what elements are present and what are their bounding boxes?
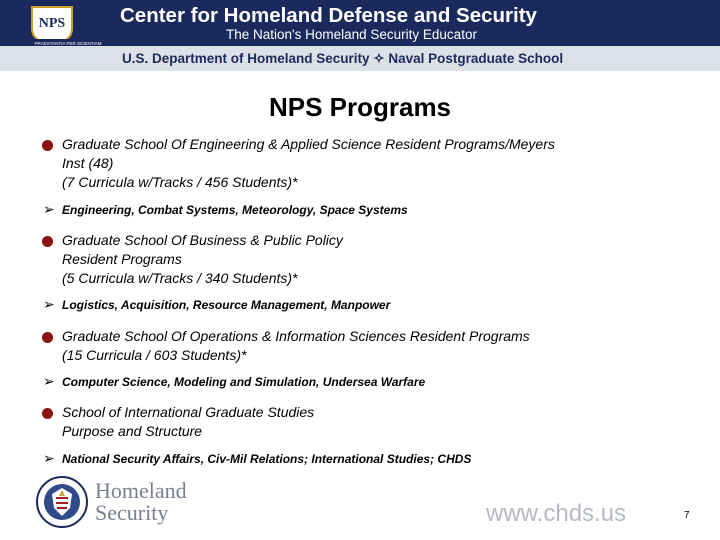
sub-item: National Security Affairs, Civ-Mil Relations; International Studies; CHDS (62, 452, 472, 466)
header-title: Center for Homeland Defense and Security (120, 4, 537, 27)
bullet-icon (42, 236, 53, 247)
item-line: Graduate School Of Business & Public Policy (62, 232, 343, 248)
sub-item: Computer Science, Modeling and Simulation, Undersea Warfare (62, 375, 426, 389)
item-line: (5 Curricula w/Tracks / 340 Students)* (62, 270, 298, 286)
list-item (62, 403, 314, 441)
brand-line: Homeland (95, 478, 187, 503)
item-line: Resident Programs (62, 251, 182, 267)
arrow-icon: ➢ (43, 296, 55, 312)
page-number: 7 (684, 510, 690, 521)
item-line: (15 Curricula / 603 Students)* (62, 347, 247, 363)
homeland-security-wordmark (95, 480, 187, 524)
bullet-icon (42, 408, 53, 419)
item-line: Graduate School Of Engineering & Applied Science Resident Programs/Meyers (62, 136, 555, 152)
item-line: School of International Graduate Studies (62, 404, 315, 420)
bullet-icon (42, 140, 53, 151)
slide-title: NPS Programs (268, 92, 452, 122)
sub-item: Engineering, Combat Systems, Meteorology, Space Systems (62, 203, 408, 217)
header-bar (0, 0, 720, 46)
logo-text: NPS (38, 16, 66, 31)
item-line: Purpose and Structure (62, 423, 203, 439)
sub-item: Logistics, Acquisition, Resource Management, Manpower (62, 298, 391, 312)
item-line: Inst (48) (62, 155, 114, 171)
sub-banner-text: U.S. Department of Homeland Security ✧ Naval Postgraduate School (122, 51, 564, 66)
bullet-icon (42, 332, 53, 343)
brand-line: Security (95, 500, 169, 525)
list-item (62, 327, 530, 365)
arrow-icon: ➢ (43, 201, 55, 217)
arrow-icon: ➢ (43, 373, 55, 389)
website-url: www.chds.us (486, 500, 627, 527)
item-line: (7 Curricula w/Tracks / 456 Students)* (62, 174, 298, 190)
nps-logo (28, 3, 108, 47)
item-line: Graduate School Of Operations & Information Sciences Resident Programs (62, 328, 530, 344)
sub-banner (0, 46, 720, 71)
arrow-icon: ➢ (43, 450, 55, 466)
list-item (62, 231, 343, 288)
logo-motto: PRAESTANTIA PER SCIENTIAM (34, 41, 102, 46)
dhs-seal-icon (36, 476, 88, 528)
list-item (62, 135, 555, 192)
header-subtitle: The Nation's Homeland Security Educator (226, 27, 477, 42)
